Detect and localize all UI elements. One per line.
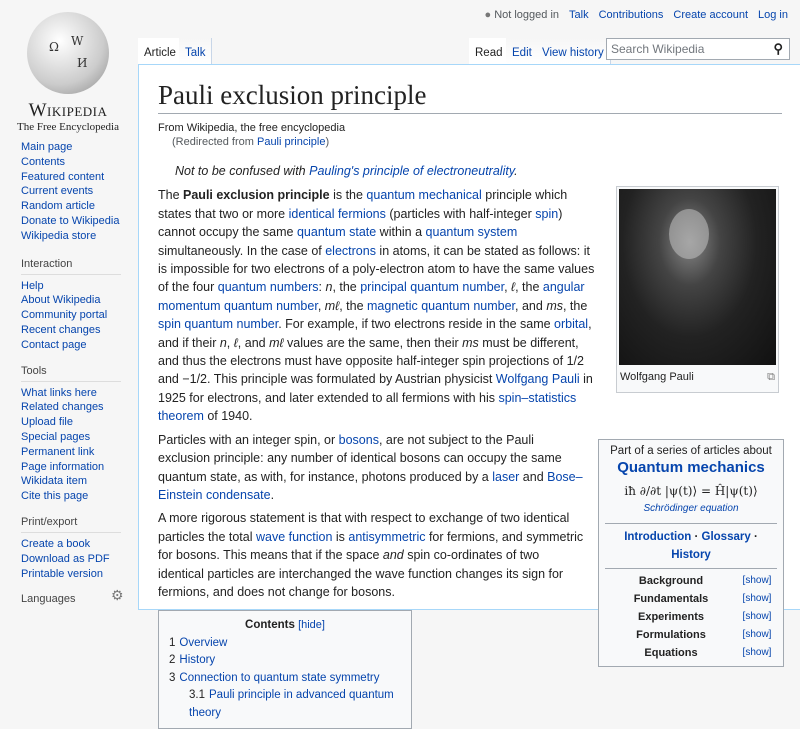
text-segment: , (504, 280, 512, 295)
text-segment: , and if their (158, 317, 592, 350)
infobox-links: Introduction · Glossary · History (605, 524, 777, 570)
section-label: Formulations (636, 629, 706, 642)
link-bosons[interactable]: bosons (338, 432, 379, 447)
print-heading: Print/export (21, 516, 121, 533)
login-link[interactable]: Log in (758, 9, 788, 21)
tagline: The Free Encyclopedia (16, 121, 119, 133)
text-segment: , and (515, 298, 547, 313)
text-segment: for fermions, and symmetric for bosons. This means that if the space (158, 529, 584, 563)
text-segment: , the (562, 298, 588, 313)
search-input[interactable] (606, 38, 790, 60)
glossary-link[interactable]: Glossary (701, 530, 751, 543)
text-segment: : (318, 280, 326, 295)
sidebar-item-contents[interactable]: Contents (21, 155, 66, 168)
not-logged-in: Not logged in (494, 9, 560, 21)
text-segment: , (226, 335, 234, 350)
sidebar-item-printable-version[interactable]: Printable version (21, 567, 103, 580)
page-title: Pauli exclusion principle (158, 79, 782, 114)
infobox-section-formulations (605, 626, 777, 644)
link-identical-fermions[interactable]: identical fermions (288, 206, 386, 221)
toc-hide-toggle[interactable]: [hide] (298, 619, 325, 632)
text-segment: ℓ (233, 335, 238, 350)
create-account-link[interactable]: Create account (673, 9, 749, 21)
text-segment: ) cannot occupy the same (158, 206, 563, 240)
text-segment: , the (515, 280, 543, 295)
redirect-pre: (Redirected from (172, 136, 257, 148)
text-segment: n (325, 280, 333, 295)
text-segment: spin co-ordinates of two identical particles are interchanged the wave function changes its sign for fermions, and does not change for bosons. (158, 548, 564, 599)
text-segment: and (382, 548, 404, 563)
text-segment: of 1940. (203, 409, 253, 424)
tab-edit[interactable]: Edit (506, 38, 539, 64)
text-segment: A more rigorous statement is that with respect to exchange of two identical particles the total (158, 511, 570, 544)
site-sub: From Wikipedia, the free encyclopedia (158, 122, 346, 134)
link-quantum-state[interactable]: quantum state (296, 225, 377, 240)
link-wave-function[interactable]: wave function (255, 529, 333, 544)
sidebar-item-community-portal[interactable]: Community portal (21, 309, 108, 322)
link-spin-statistics-theorem[interactable]: spin–statistics theorem (158, 390, 577, 424)
search-icon[interactable]: ⚲ (773, 41, 783, 56)
sidebar-item-wikipedia-store[interactable]: Wikipedia store (21, 229, 97, 242)
wolfgang-pauli-photo[interactable] (619, 189, 776, 365)
text-segment: in 1925 for electrons, and later extended to all fermions with his (158, 372, 593, 405)
toc-link[interactable]: History (179, 654, 216, 667)
languages-heading: Languages (21, 593, 76, 606)
tab-view-history[interactable]: View history (536, 38, 611, 64)
text-segment: ℓ (511, 280, 516, 295)
sidebar-interaction (21, 258, 138, 353)
infobox-section-equations (605, 644, 777, 662)
link-orbital[interactable]: orbital (554, 317, 589, 332)
text-segment: Pauli exclusion principle (183, 188, 330, 203)
toc-number: 3 (169, 671, 176, 684)
text-segment: mℓ (269, 335, 284, 350)
toc-item-connection-to-quantum-state-symmetry[interactable] (169, 670, 401, 688)
toc-item-pauli-principle-in-advanced-quantum-theory[interactable] (169, 687, 401, 722)
redirect-post: ) (325, 136, 330, 148)
text-segment: values are the same, then their (283, 335, 463, 350)
image-caption: Wolfgang Pauli (620, 371, 694, 384)
sidebar-item-page-information[interactable]: Page information (21, 460, 105, 473)
sidebar-item-create-a-book[interactable]: Create a book (21, 537, 91, 550)
text-segment: ms (546, 298, 563, 313)
sidebar-item-main-page[interactable]: Main page (21, 141, 73, 153)
text-segment: in atoms, it can be stated as follows: it is impossible for two electrons of a poly-electron atom to have the same values of the four (158, 243, 595, 295)
toc-link[interactable]: Connection to quantum state symmetry (179, 671, 380, 684)
toc-number: 2 (169, 654, 176, 667)
image-thumbnail (616, 186, 779, 392)
search-placeholder: Search Wikipedia (611, 42, 705, 56)
hatnote (175, 162, 782, 180)
text-segment: is (332, 529, 349, 544)
sidebar-item-about-wikipedia[interactable]: About Wikipedia (21, 294, 101, 307)
text-segment: . (270, 487, 275, 502)
text-segment: , and (237, 335, 270, 350)
infobox-quantum-mechanics (598, 439, 784, 668)
sidebar-item-cite-this-page[interactable]: Cite this page (21, 490, 89, 503)
link-magnetic-quantum-number[interactable]: magnetic quantum number (367, 298, 516, 313)
link-angular-momentum-quantum-number[interactable]: angular momentum quantum number (158, 280, 585, 313)
wikipedia-logo[interactable] (8, 8, 128, 133)
link-principal-quantum-number[interactable]: principal quantum number (360, 280, 505, 295)
text-segment: n (219, 335, 227, 350)
toc-link[interactable]: Overview (179, 636, 228, 649)
text-segment: within a (376, 225, 426, 240)
sidebar-item-contact-page[interactable]: Contact page (21, 338, 87, 351)
sidebar-item-featured-content[interactable]: Featured content (21, 170, 105, 183)
text-segment: , (317, 298, 325, 313)
sidebar (0, 140, 138, 621)
text-segment: The (158, 188, 184, 203)
text-segment: ms (462, 335, 479, 350)
sidebar-item-download-as-pdf[interactable]: Download as PDF (21, 552, 110, 565)
text-segment: must be different, and thus the electrons must have opposite half-integer spin projections of 1/2 and −1/2. This principle was formulated by Austrian physicist (158, 335, 584, 387)
text-segment: and (519, 469, 548, 484)
infobox-section-fundamentals (605, 590, 777, 608)
section-label: Background (638, 575, 704, 588)
show-toggle[interactable]: [show] (742, 575, 772, 587)
hatnote-link[interactable]: Pauling's principle of electroneutrality (309, 164, 515, 178)
toc-number: 1 (169, 636, 176, 649)
link-spin[interactable]: spin (535, 206, 559, 221)
sidebar-item-what-links-here[interactable]: What links here (21, 386, 97, 399)
link-quantum-mechanical[interactable]: quantum mechanical (366, 188, 482, 203)
text-segment: is the (329, 188, 367, 203)
talk-link[interactable]: Talk (569, 9, 589, 21)
content (138, 64, 800, 719)
link-spin-quantum-number[interactable]: spin quantum number (158, 317, 279, 332)
table-of-contents (158, 610, 412, 729)
sidebar-item-wikidata-item[interactable]: Wikidata item (21, 475, 88, 488)
link-quantum-system[interactable]: quantum system (425, 225, 518, 240)
sidebar-print (21, 516, 138, 581)
wordmark: Wikipedia (28, 100, 108, 121)
link-quantum-numbers[interactable]: quantum numbers (217, 280, 319, 295)
text-segment: mℓ (324, 298, 340, 313)
user-icon: ● (484, 9, 492, 21)
text-segment: (particles with half-integer (385, 206, 536, 221)
redirect-link[interactable]: Pauli principle (256, 136, 326, 148)
toc-item-history[interactable] (169, 652, 401, 670)
text-segment: principle which states that two or more (158, 188, 568, 221)
show-toggle[interactable]: [show] (742, 611, 772, 623)
link-laser[interactable]: laser (492, 469, 520, 484)
introduction-link[interactable]: Introduction (624, 530, 692, 543)
sidebar-item-related-changes[interactable]: Related changes (21, 401, 104, 414)
text-segment: . For example, if two electrons reside in the same (278, 317, 555, 332)
toc-title: Contents (245, 619, 295, 632)
link-electrons[interactable]: electrons (325, 243, 376, 258)
text-segment: Particles with an integer spin, or (158, 432, 339, 447)
sidebar-item-help[interactable]: Help (21, 279, 44, 292)
show-toggle[interactable]: [show] (742, 593, 772, 605)
link-antisymmetric[interactable]: antisymmetric (348, 529, 426, 544)
infobox-title[interactable]: Quantum mechanics (617, 458, 765, 476)
sidebar-tools (21, 365, 138, 504)
globe-icon: Ω W И (27, 12, 109, 94)
tab-article[interactable]: Article (138, 38, 183, 64)
redirect-note (172, 135, 782, 149)
show-toggle[interactable]: [show] (742, 629, 772, 641)
link-wolfgang-pauli[interactable]: Wolfgang Pauli (495, 372, 580, 387)
tab-read[interactable]: Read (469, 38, 510, 64)
interaction-heading: Interaction (21, 258, 121, 275)
equation-caption[interactable]: Schrödinger equation (643, 503, 739, 515)
text-segment: , the (332, 280, 361, 295)
sidebar-item-upload-file[interactable]: Upload file (21, 416, 73, 429)
tools-heading: Tools (21, 365, 121, 382)
tab-talk[interactable]: Talk (179, 38, 212, 64)
hatnote-end: . (514, 164, 518, 178)
toc-item-overview[interactable] (169, 635, 401, 653)
sidebar-item-current-events[interactable]: Current events (21, 185, 94, 198)
section-label: Fundamentals (633, 593, 709, 606)
personal-tools (475, 9, 788, 21)
sidebar-item-special-pages[interactable]: Special pages (21, 430, 91, 443)
enlarge-icon[interactable]: ⧉ (767, 371, 775, 384)
sidebar-item-random-article[interactable]: Random article (21, 200, 95, 213)
sidebar-item-donate-to-wikipedia[interactable]: Donate to Wikipedia (21, 214, 120, 227)
text-segment: , are not subject to the Pauli exclusion principle: any number of identical bosons can occupy the same quantum state, as with, for instance, photons produced by a (158, 432, 562, 484)
infobox-pretitle: Part of a series of articles about (610, 444, 772, 457)
hatnote-text: Not to be confused with (175, 164, 310, 178)
sidebar-item-permanent-link[interactable]: Permanent link (21, 445, 95, 458)
link-bose-einstein-condensate[interactable]: Bose–Einstein condensate (158, 469, 583, 502)
section-label: Experiments (637, 611, 705, 624)
text-segment: , the (339, 298, 368, 313)
section-label: Equations (644, 647, 698, 660)
contributions-link[interactable]: Contributions (598, 9, 664, 21)
show-toggle[interactable]: [show] (742, 647, 772, 659)
text-segment: simultaneously. In the case of (158, 243, 326, 258)
schrodinger-equation: iħ ∂/∂t |ψ(t)⟩ = Ĥ|ψ(t)⟩ (624, 483, 758, 498)
sidebar-languages (21, 587, 138, 609)
toc-link[interactable]: Pauli principle in advanced quantum theory (189, 689, 394, 719)
gear-icon[interactable]: ⚙ (111, 587, 124, 604)
sidebar-item-recent-changes[interactable]: Recent changes (21, 323, 101, 336)
history-link[interactable]: History (671, 548, 711, 561)
sidebar-navigation (21, 140, 138, 244)
infobox-section-experiments (605, 608, 777, 626)
toc-number: 3.1 (189, 689, 205, 702)
infobox-section-background (605, 572, 777, 590)
